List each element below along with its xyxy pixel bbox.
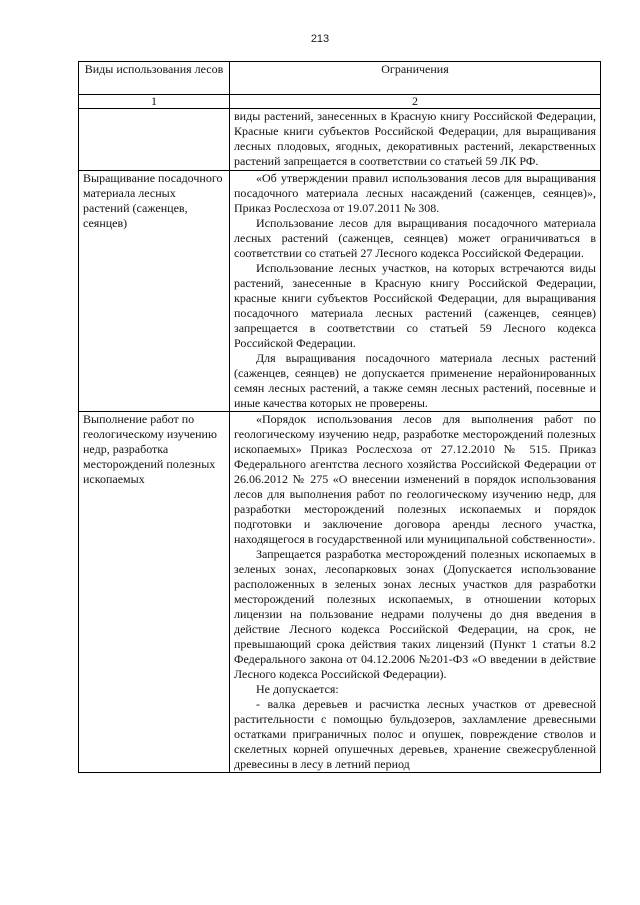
restriction-paragraph: Использование лесов для выращивания посадочного материала лесных растений (саженцев, сеянцев) может ограничиваться в соответствии со статьей 27 Лесного кодекса Российской Федерации. — [234, 216, 596, 260]
restrictions-cell — [230, 171, 601, 412]
column-numbering-row — [79, 95, 601, 109]
restriction-paragraph: виды растений, занесенных в Красную книгу Российской Федерации, Красные книги субъектов Российской Федерации, для выращивания лесных плодовых, ягодных, декоративных растений, лекарственных растений запрещается в соответствии со статьей 59 ЛК РФ. — [234, 109, 596, 168]
restriction-paragraph: - валка деревьев и расчистка лесных участков от древесной растительности с помощью бульдозеров, захламление древесными остатками приграничных полос и опушек, повреждение стволов и скелетных корней опушечных деревьев, хранение свежесрубленной древесины в лесу в летний период — [234, 697, 596, 771]
usage-type-cell: Выполнение работ по геологическому изучению недр, разработка месторождений полезных ископаемых — [79, 412, 230, 773]
header-usage-types: Виды использования лесов — [79, 62, 230, 95]
page-number: 213 — [310, 33, 330, 45]
restriction-paragraph: Для выращивания посадочного материала лесных растений (саженцев, сеянцев) не допускается применение нерайонированных семян лесных растений, а также семян лесных растений, посевные и иные качества которых не проверены. — [234, 351, 596, 410]
restriction-paragraph: Использование лесных участков, на которых встречаются виды растений, занесенные в Красную книгу Российской Федерации, красные книги субъектов Российской Федерации, для выращивания посадочного материала лесных растений (саженцев, сеянцев) запрещается в соответствии со статьей 59 Лесного кодекса Российской Федерации. — [234, 261, 596, 350]
restriction-paragraph: Запрещается разработка месторождений полезных ископаемых в зеленых зонах, лесопарковых зонах (Допускается использование расположенных в зеленых зонах лесных участков для разработки месторождений полезных ископаемых, в отношении которых лицензии на пользование недрами получены до дня введения в действие Лесного кодекса Российской Федерации, на срок, не превышающий срока действия таких лицензий (Пункт 1 статьи 8.2 Федерального закона от 04.12.2006 №201-ФЗ «О введении в действие Лесного кодекса Российской Федерации). — [234, 547, 596, 681]
column-number-2: 2 — [230, 95, 601, 109]
usage-type-cell — [79, 109, 230, 171]
restriction-paragraph: «Об утверждении правил использования лесов для выращивания посадочного материала лесных насаждений (саженцев, сеянцев)», Приказ Рослесхоза от 19.07.2011 № 308. — [234, 171, 596, 215]
header-restrictions: Ограничения — [230, 62, 601, 95]
table-row — [79, 171, 601, 412]
table-row — [79, 412, 601, 773]
restrictions-table — [78, 61, 601, 773]
restriction-paragraph: Не допускается: — [256, 682, 339, 696]
table-row — [79, 109, 601, 171]
restrictions-cell — [230, 412, 601, 773]
restriction-paragraph: «Порядок использования лесов для выполнения работ по геологическому изучению недр, разработке месторождений полезных ископаемых» Приказ Рослесхоза от 27.12.2010 № 515. Приказ Федерального агентства лесного хозяйства Российской Федерации от 26.06.2012 № 275 «О внесении изменений в порядок использования лесов для выполнения работ по геологическому изучению недр, для разработки месторождений полезных ископаемых и порядок подготовки и заключение договора аренды лесного участка, находящегося в государственной или муниципальной собственности». — [234, 412, 596, 546]
table-header-row — [79, 62, 601, 95]
usage-type-cell: Выращивание посадочного материала лесных растений (саженцев, сеянцев) — [79, 171, 230, 412]
column-number-1: 1 — [79, 95, 230, 109]
restrictions-cell — [230, 109, 601, 171]
